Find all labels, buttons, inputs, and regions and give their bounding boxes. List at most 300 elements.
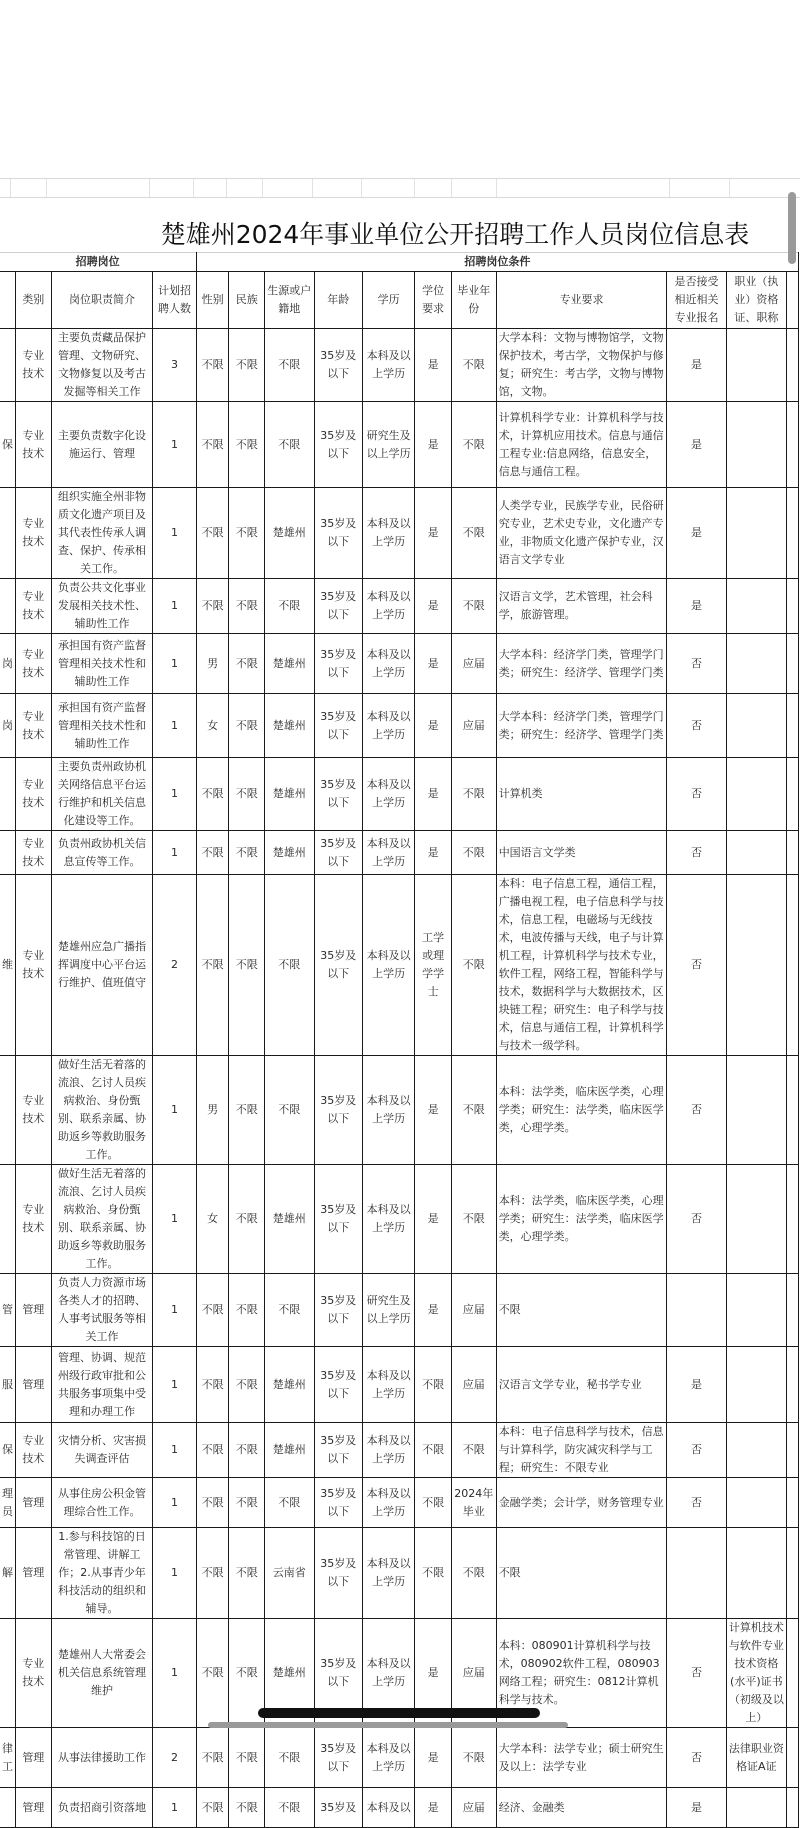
overflow-cell bbox=[787, 634, 799, 694]
job-table bbox=[0, 252, 799, 1828]
age-cell: 35岁及以下 bbox=[314, 634, 362, 694]
education-cell: 本科及以上学历 bbox=[362, 1056, 414, 1165]
headcount-cell: 1 bbox=[153, 831, 197, 875]
overflow-cell bbox=[787, 1619, 799, 1728]
major-cell: 中国语言文学类 bbox=[496, 831, 667, 875]
age-cell: 35岁及以下 bbox=[314, 758, 362, 831]
overflow-cell bbox=[787, 1528, 799, 1619]
degree-cell: 是 bbox=[415, 1788, 452, 1828]
grad-year-cell: 不限 bbox=[451, 1056, 496, 1165]
origin-cell: 楚雄州 bbox=[265, 1165, 314, 1274]
certificate-cell bbox=[726, 1347, 786, 1423]
category-cell: 专业技术 bbox=[16, 488, 52, 579]
major-cell: 计算机科学专业：计算机科学与技术，计算机应用技术。信息与通信工程专业:信息网络，信息安全，信息与通信工程。 bbox=[496, 402, 667, 488]
origin-cell: 不限 bbox=[265, 1478, 314, 1528]
grad-year-cell: 应届 bbox=[451, 1788, 496, 1828]
headcount-cell: 1 bbox=[153, 1619, 197, 1728]
category-cell: 管理 bbox=[16, 1274, 52, 1347]
gender-cell: 不限 bbox=[196, 329, 229, 402]
certificate-cell bbox=[726, 694, 786, 758]
page-title: 楚雄州2024年事业单位公开招聘工作人员岗位信息表 bbox=[160, 220, 750, 249]
certificate-cell bbox=[726, 758, 786, 831]
gender-cell: 不限 bbox=[196, 488, 229, 579]
headcount-cell: 2 bbox=[153, 875, 197, 1056]
grad-year-cell: 不限 bbox=[451, 1528, 496, 1619]
accept-related-cell: 否 bbox=[667, 1423, 726, 1478]
education-cell: 本科及以上学历 bbox=[362, 875, 414, 1056]
table-row bbox=[0, 1274, 799, 1347]
ethnicity-cell: 不限 bbox=[229, 694, 265, 758]
ethnicity-cell: 不限 bbox=[229, 831, 265, 875]
gender-cell: 不限 bbox=[196, 1728, 229, 1788]
accept-related-cell: 是 bbox=[667, 329, 726, 402]
row-edge-fragment: 维 bbox=[0, 875, 16, 1056]
headcount-cell: 1 bbox=[153, 1274, 197, 1347]
origin-cell: 不限 bbox=[265, 1788, 314, 1828]
headcount-cell: 1 bbox=[153, 1788, 197, 1828]
age-cell: 35岁及以下 bbox=[314, 1423, 362, 1478]
category-cell: 专业技术 bbox=[16, 1165, 52, 1274]
grad-year-cell: 不限 bbox=[451, 329, 496, 402]
degree-cell: 工学或理学学士 bbox=[415, 875, 452, 1056]
degree-cell: 是 bbox=[415, 1728, 452, 1788]
major-cell: 汉语言文学专业，秘书学专业 bbox=[496, 1347, 667, 1423]
age-cell: 35岁及以下 bbox=[314, 329, 362, 402]
col-header-age: 年龄 bbox=[314, 272, 362, 329]
education-cell: 本科及以上学历 bbox=[362, 634, 414, 694]
duty-cell: 做好生活无着落的流浪、乞讨人员疾病救治、身份甄别、联系亲属、协助返乡等救助服务工作。 bbox=[51, 1056, 153, 1165]
education-cell: 本科及以上学历 bbox=[362, 694, 414, 758]
table-row bbox=[0, 875, 799, 1056]
category-cell: 专业技术 bbox=[16, 1056, 52, 1165]
headcount-cell: 1 bbox=[153, 634, 197, 694]
headcount-cell: 1 bbox=[153, 488, 197, 579]
degree-cell: 是 bbox=[415, 1619, 452, 1728]
gender-cell: 不限 bbox=[196, 579, 229, 634]
row-edge-fragment: 解 bbox=[0, 1528, 16, 1619]
certificate-cell bbox=[726, 329, 786, 402]
major-cell: 人类学专业，民族学专业，民俗研究专业，艺术史专业，文化遗产专业，非物质文化遗产保护专业，汉语言文学专业 bbox=[496, 488, 667, 579]
major-cell: 大学本科：经济学门类，管理学门类；研究生：经济学、管理学门类 bbox=[496, 694, 667, 758]
grad-year-cell: 应届 bbox=[451, 1274, 496, 1347]
accept-related-cell: 否 bbox=[667, 634, 726, 694]
duty-cell: 灾情分析、灾害损失调查评估 bbox=[51, 1423, 153, 1478]
age-cell: 35岁及以下 bbox=[314, 1056, 362, 1165]
age-cell: 35岁及以下 bbox=[314, 1528, 362, 1619]
education-cell: 本科及以上学历 bbox=[362, 329, 414, 402]
accept-related-cell: 否 bbox=[667, 875, 726, 1056]
table-row bbox=[0, 329, 799, 402]
ethnicity-cell: 不限 bbox=[229, 634, 265, 694]
ethnicity-cell: 不限 bbox=[229, 1347, 265, 1423]
grad-year-cell: 不限 bbox=[451, 875, 496, 1056]
col-header-origin: 生源或户籍地 bbox=[265, 272, 314, 329]
row-edge-fragment: 保 bbox=[0, 402, 16, 488]
age-cell: 35岁及以下 bbox=[314, 1728, 362, 1788]
major-cell: 不限 bbox=[496, 1274, 667, 1347]
education-cell: 本科及以上学历 bbox=[362, 1165, 414, 1274]
duty-cell: 承担国有资产监督管理相关技术性和辅助性工作 bbox=[51, 634, 153, 694]
education-cell: 本科及以上学历 bbox=[362, 1619, 414, 1728]
row-edge-fragment: 岗 bbox=[0, 694, 16, 758]
accept-related-cell: 否 bbox=[667, 831, 726, 875]
degree-cell: 是 bbox=[415, 831, 452, 875]
accept-related-cell: 否 bbox=[667, 694, 726, 758]
certificate-cell bbox=[726, 831, 786, 875]
headcount-cell: 1 bbox=[153, 758, 197, 831]
category-cell: 专业技术 bbox=[16, 1423, 52, 1478]
category-cell: 专业技术 bbox=[16, 329, 52, 402]
headcount-cell: 1 bbox=[153, 1478, 197, 1528]
accept-related-cell: 否 bbox=[667, 1619, 726, 1728]
origin-cell: 楚雄州 bbox=[265, 758, 314, 831]
category-cell: 专业技术 bbox=[16, 694, 52, 758]
degree-cell: 不限 bbox=[415, 1423, 452, 1478]
row-edge-fragment: 岗 bbox=[0, 634, 16, 694]
accept-related-cell: 否 bbox=[667, 1165, 726, 1274]
accept-related-cell: 是 bbox=[667, 488, 726, 579]
certificate-cell bbox=[726, 402, 786, 488]
duty-cell: 1.参与科技馆的日常管理、讲解工作；2.从事青少年科技活动的组织和辅导。 bbox=[51, 1528, 153, 1619]
degree-cell: 是 bbox=[415, 694, 452, 758]
accept-related-cell: 是 bbox=[667, 1788, 726, 1828]
origin-cell: 楚雄州 bbox=[265, 1347, 314, 1423]
duty-cell: 负责州政协机关信息宣传等工作。 bbox=[51, 831, 153, 875]
major-cell: 大学本科：经济学门类，管理学门类；研究生：经济学、管理学门类 bbox=[496, 634, 667, 694]
degree-cell: 是 bbox=[415, 579, 452, 634]
origin-cell: 楚雄州 bbox=[265, 488, 314, 579]
accept-related-cell: 是 bbox=[667, 579, 726, 634]
column-header-row bbox=[0, 272, 799, 329]
certificate-cell bbox=[726, 1274, 786, 1347]
degree-cell: 是 bbox=[415, 488, 452, 579]
duty-cell: 楚雄州人大常委会机关信息系统管理维护 bbox=[51, 1619, 153, 1728]
gender-cell: 不限 bbox=[196, 402, 229, 488]
table-row bbox=[0, 831, 799, 875]
overflow-cell bbox=[787, 579, 799, 634]
gender-cell: 不限 bbox=[196, 1423, 229, 1478]
accept-related-cell bbox=[667, 1528, 726, 1619]
col-header-education: 学历 bbox=[362, 272, 414, 329]
col-header-certificate: 职业（执业）资格证、职称 bbox=[726, 272, 786, 329]
overflow-cell bbox=[787, 1347, 799, 1423]
grad-year-cell: 应届 bbox=[451, 1347, 496, 1423]
major-cell: 本科：法学类，临床医学类，心理学类；研究生：法学类，临床医学类，心理学类。 bbox=[496, 1056, 667, 1165]
category-cell: 管理 bbox=[16, 1347, 52, 1423]
gender-cell: 女 bbox=[196, 694, 229, 758]
row-edge-fragment bbox=[0, 1788, 16, 1828]
overflow-cell bbox=[787, 329, 799, 402]
duty-cell: 组织实施全州非物质文化遗产项目及其代表性传承人调查、保护、传承相关工作。 bbox=[51, 488, 153, 579]
duty-cell: 主要负责藏品保护管理、文物研究、文物修复以及考古发掘等相关工作 bbox=[51, 329, 153, 402]
grad-year-cell: 应届 bbox=[451, 634, 496, 694]
table-row bbox=[0, 1478, 799, 1528]
overflow-cell bbox=[787, 1274, 799, 1347]
age-cell: 35岁及以下 bbox=[314, 831, 362, 875]
col-header-overflow bbox=[787, 272, 799, 329]
overflow-cell bbox=[787, 1165, 799, 1274]
row-edge-fragment bbox=[0, 329, 16, 402]
row-edge-fragment bbox=[0, 1056, 16, 1165]
age-cell: 35岁及以下 bbox=[314, 1274, 362, 1347]
certificate-cell bbox=[726, 1478, 786, 1528]
group-header-left: 招聘岗位 bbox=[0, 253, 196, 272]
category-cell: 专业技术 bbox=[16, 875, 52, 1056]
duty-cell: 负责公共文化事业发展相关技术性、辅助性工作 bbox=[51, 579, 153, 634]
major-cell: 汉语言文学，艺术管理，社会科学，旅游管理。 bbox=[496, 579, 667, 634]
major-cell: 本科：法学类，临床医学类，心理学类；研究生：法学类，临床医学类，心理学类。 bbox=[496, 1165, 667, 1274]
degree-cell: 是 bbox=[415, 402, 452, 488]
ethnicity-cell: 不限 bbox=[229, 402, 265, 488]
row-edge-fragment bbox=[0, 831, 16, 875]
col-header-count: 计划招聘人数 bbox=[153, 272, 197, 329]
certificate-cell bbox=[726, 875, 786, 1056]
major-cell: 本科：电子信息工程，通信工程，广播电视工程，电子信息科学与技术，信息工程，电磁场与无线技术，电波传播与天线，电子与计算机工程，计算机科学与技术专业，软件工程，网络工程，智能科学与技术，数据科学与大数据技术，区块链工程；研究生：电子科学与技术，信息与通信工程，计算机科学与技术一级学科。 bbox=[496, 875, 667, 1056]
table-row bbox=[0, 1056, 799, 1165]
grad-year-cell: 不限 bbox=[451, 758, 496, 831]
accept-related-cell: 否 bbox=[667, 1478, 726, 1528]
table-row bbox=[0, 1788, 799, 1828]
origin-cell: 不限 bbox=[265, 1728, 314, 1788]
table-row bbox=[0, 1347, 799, 1423]
category-cell: 专业技术 bbox=[16, 758, 52, 831]
gender-cell: 不限 bbox=[196, 831, 229, 875]
gender-cell: 不限 bbox=[196, 875, 229, 1056]
overflow-cell bbox=[787, 694, 799, 758]
education-cell: 研究生及以上学历 bbox=[362, 402, 414, 488]
accept-related-cell bbox=[667, 1274, 726, 1347]
education-cell: 研究生及以上学历 bbox=[362, 1274, 414, 1347]
major-cell: 大学本科：法学专业；硕士研究生及以上：法学专业 bbox=[496, 1728, 667, 1788]
gender-cell: 不限 bbox=[196, 1347, 229, 1423]
education-cell: 本科及以上学历 bbox=[362, 1478, 414, 1528]
category-cell: 专业技术 bbox=[16, 402, 52, 488]
duty-cell: 做好生活无着落的流浪、乞讨人员疾病救治、身份甄别、联系亲属、协助返乡等救助服务工作。 bbox=[51, 1165, 153, 1274]
education-cell: 本科及以上学历 bbox=[362, 1423, 414, 1478]
category-cell: 专业技术 bbox=[16, 1619, 52, 1728]
gender-cell: 不限 bbox=[196, 1619, 229, 1728]
degree-cell: 是 bbox=[415, 1056, 452, 1165]
major-cell: 本科：080901计算机科学与技术，080902软件工程，080903网络工程；研究生：0812计算机科学与技术。 bbox=[496, 1619, 667, 1728]
group-header-right: 招聘岗位条件 bbox=[196, 253, 798, 272]
origin-cell: 楚雄州 bbox=[265, 1423, 314, 1478]
col-header-type: 类别 bbox=[16, 272, 52, 329]
row-edge-fragment bbox=[0, 1619, 16, 1728]
ethnicity-cell: 不限 bbox=[229, 1788, 265, 1828]
grad-year-cell: 应届 bbox=[451, 694, 496, 758]
education-cell: 本科及以上学历 bbox=[362, 1528, 414, 1619]
table-row bbox=[0, 402, 799, 488]
row-edge-fragment bbox=[0, 1165, 16, 1274]
origin-cell: 不限 bbox=[265, 329, 314, 402]
origin-cell: 不限 bbox=[265, 579, 314, 634]
ethnicity-cell: 不限 bbox=[229, 488, 265, 579]
overflow-cell bbox=[787, 1423, 799, 1478]
age-cell: 35岁及以下 bbox=[314, 1478, 362, 1528]
certificate-cell bbox=[726, 634, 786, 694]
overflow-cell bbox=[787, 758, 799, 831]
headcount-cell: 1 bbox=[153, 694, 197, 758]
ethnicity-cell: 不限 bbox=[229, 1728, 265, 1788]
degree-cell: 是 bbox=[415, 1165, 452, 1274]
accept-related-cell: 否 bbox=[667, 758, 726, 831]
duty-cell: 主要负责数字化设施运行、管理 bbox=[51, 402, 153, 488]
ethnicity-cell: 不限 bbox=[229, 1056, 265, 1165]
education-cell: 本科及以 bbox=[362, 1788, 414, 1828]
certificate-cell bbox=[726, 1788, 786, 1828]
overflow-cell bbox=[787, 488, 799, 579]
origin-cell: 云南省 bbox=[265, 1528, 314, 1619]
education-cell: 本科及以上学历 bbox=[362, 488, 414, 579]
category-cell: 管理 bbox=[16, 1528, 52, 1619]
category-cell: 管理 bbox=[16, 1478, 52, 1528]
overflow-cell bbox=[787, 1788, 799, 1828]
grad-year-cell: 不限 bbox=[451, 1728, 496, 1788]
grad-year-cell: 2024年毕业 bbox=[451, 1478, 496, 1528]
category-cell: 专业技术 bbox=[16, 634, 52, 694]
headcount-cell: 1 bbox=[153, 1056, 197, 1165]
age-cell: 35岁及以下 bbox=[314, 1165, 362, 1274]
headcount-cell: 3 bbox=[153, 329, 197, 402]
headcount-cell: 2 bbox=[153, 1728, 197, 1788]
grad-year-cell: 不限 bbox=[451, 1165, 496, 1274]
table-row bbox=[0, 1423, 799, 1478]
row-edge-fragment bbox=[0, 579, 16, 634]
overflow-cell bbox=[787, 1056, 799, 1165]
degree-cell: 是 bbox=[415, 329, 452, 402]
headcount-cell: 1 bbox=[153, 579, 197, 634]
certificate-cell bbox=[726, 1056, 786, 1165]
table-row bbox=[0, 634, 799, 694]
category-cell: 专业技术 bbox=[16, 831, 52, 875]
gender-cell: 男 bbox=[196, 1056, 229, 1165]
origin-cell: 不限 bbox=[265, 402, 314, 488]
origin-cell: 不限 bbox=[265, 875, 314, 1056]
row-edge-fragment: 理员 bbox=[0, 1478, 16, 1528]
age-cell: 35岁及以下 bbox=[314, 488, 362, 579]
age-cell: 35岁及以下 bbox=[314, 1619, 362, 1728]
gender-cell: 不限 bbox=[196, 1478, 229, 1528]
accept-related-cell: 是 bbox=[667, 402, 726, 488]
col-header-accept-related: 是否接受相近相关专业报名 bbox=[667, 272, 726, 329]
table-row bbox=[0, 694, 799, 758]
grad-year-cell: 不限 bbox=[451, 579, 496, 634]
major-cell: 本科：电子信息科学与技术，信息与计算科学，防灾减灾科学与工程；研究生：不限专业 bbox=[496, 1423, 667, 1478]
education-cell: 本科及以上学历 bbox=[362, 831, 414, 875]
origin-cell: 楚雄州 bbox=[265, 694, 314, 758]
ethnicity-cell: 不限 bbox=[229, 1478, 265, 1528]
row-edge-fragment bbox=[0, 758, 16, 831]
gender-cell: 男 bbox=[196, 634, 229, 694]
col-header-major: 专业要求 bbox=[496, 272, 667, 329]
grad-year-cell: 不限 bbox=[451, 402, 496, 488]
gender-cell: 女 bbox=[196, 1165, 229, 1274]
age-cell: 35岁及 bbox=[314, 1788, 362, 1828]
certificate-cell bbox=[726, 1423, 786, 1478]
overflow-cell bbox=[787, 1728, 799, 1788]
accept-related-cell: 是 bbox=[667, 1347, 726, 1423]
home-indicator[interactable] bbox=[258, 1708, 540, 1718]
col-header-grad-year: 毕业年份 bbox=[451, 272, 496, 329]
certificate-cell bbox=[726, 1165, 786, 1274]
gender-cell: 不限 bbox=[196, 1274, 229, 1347]
table-row bbox=[0, 579, 799, 634]
category-cell: 管理 bbox=[16, 1728, 52, 1788]
ethnicity-cell: 不限 bbox=[229, 329, 265, 402]
certificate-cell: 计算机技术与软件专业技术资格(水平)证书（初级及以上） bbox=[726, 1619, 786, 1728]
gender-cell: 不限 bbox=[196, 758, 229, 831]
headcount-cell: 1 bbox=[153, 402, 197, 488]
category-cell: 管理 bbox=[16, 1788, 52, 1828]
category-cell: 专业技术 bbox=[16, 579, 52, 634]
age-cell: 35岁及以下 bbox=[314, 579, 362, 634]
degree-cell: 是 bbox=[415, 1274, 452, 1347]
major-cell: 经济、金融类 bbox=[496, 1788, 667, 1828]
ethnicity-cell: 不限 bbox=[229, 1528, 265, 1619]
ethnicity-cell: 不限 bbox=[229, 1423, 265, 1478]
duty-cell: 管理、协调、规范州级行政审批和公共服务事项集中受理和办理工作 bbox=[51, 1347, 153, 1423]
degree-cell: 不限 bbox=[415, 1478, 452, 1528]
degree-cell: 不限 bbox=[415, 1528, 452, 1619]
grad-year-cell: 应届 bbox=[451, 1619, 496, 1728]
certificate-cell bbox=[726, 1528, 786, 1619]
origin-cell: 不限 bbox=[265, 1056, 314, 1165]
table-row bbox=[0, 1728, 799, 1788]
overflow-cell bbox=[787, 831, 799, 875]
major-cell: 大学本科：文物与博物馆学，文物保护技术，考古学，文物保护与修复；研究生：考古学，文物与博物馆，文物。 bbox=[496, 329, 667, 402]
degree-cell: 是 bbox=[415, 634, 452, 694]
education-cell: 本科及以上学历 bbox=[362, 1347, 414, 1423]
age-cell: 35岁及以下 bbox=[314, 402, 362, 488]
table-row bbox=[0, 488, 799, 579]
age-cell: 35岁及以下 bbox=[314, 694, 362, 758]
duty-cell: 从事住房公积金管理综合性工作。 bbox=[51, 1478, 153, 1528]
origin-cell: 楚雄州 bbox=[265, 1619, 314, 1728]
origin-cell: 楚雄州 bbox=[265, 634, 314, 694]
certificate-cell bbox=[726, 488, 786, 579]
overflow-cell bbox=[787, 875, 799, 1056]
duty-cell: 负责人力资源市场各类人才的招聘、人事考试服务等相关工作 bbox=[51, 1274, 153, 1347]
origin-cell: 楚雄州 bbox=[265, 831, 314, 875]
col-header-duty: 岗位职责简介 bbox=[51, 272, 153, 329]
col-header-ethnicity: 民族 bbox=[229, 272, 265, 329]
education-cell: 本科及以上学历 bbox=[362, 1728, 414, 1788]
grad-year-cell: 不限 bbox=[451, 831, 496, 875]
duty-cell: 主要负责州政协机关网络信息平台运行维护和机关信息化建设等工作。 bbox=[51, 758, 153, 831]
major-cell: 计算机类 bbox=[496, 758, 667, 831]
headcount-cell: 1 bbox=[153, 1165, 197, 1274]
row-edge-fragment: 服 bbox=[0, 1347, 16, 1423]
ethnicity-cell: 不限 bbox=[229, 1165, 265, 1274]
overflow-cell bbox=[787, 1478, 799, 1528]
empty-grid-row bbox=[0, 178, 800, 198]
education-cell: 本科及以上学历 bbox=[362, 758, 414, 831]
table-row bbox=[0, 758, 799, 831]
gender-cell: 不限 bbox=[196, 1788, 229, 1828]
col-header-edge bbox=[0, 272, 16, 329]
row-edge-fragment: 保 bbox=[0, 1423, 16, 1478]
headcount-cell: 1 bbox=[153, 1528, 197, 1619]
vertical-scrollbar[interactable] bbox=[788, 192, 796, 264]
horizontal-scrollbar[interactable] bbox=[208, 1722, 568, 1728]
origin-cell: 不限 bbox=[265, 1274, 314, 1347]
duty-cell: 承担国有资产监督管理相关技术性和辅助性工作 bbox=[51, 694, 153, 758]
duty-cell: 从事法律援助工作 bbox=[51, 1728, 153, 1788]
grad-year-cell: 不限 bbox=[451, 488, 496, 579]
grad-year-cell: 不限 bbox=[451, 1423, 496, 1478]
ethnicity-cell: 不限 bbox=[229, 579, 265, 634]
accept-related-cell: 否 bbox=[667, 1056, 726, 1165]
